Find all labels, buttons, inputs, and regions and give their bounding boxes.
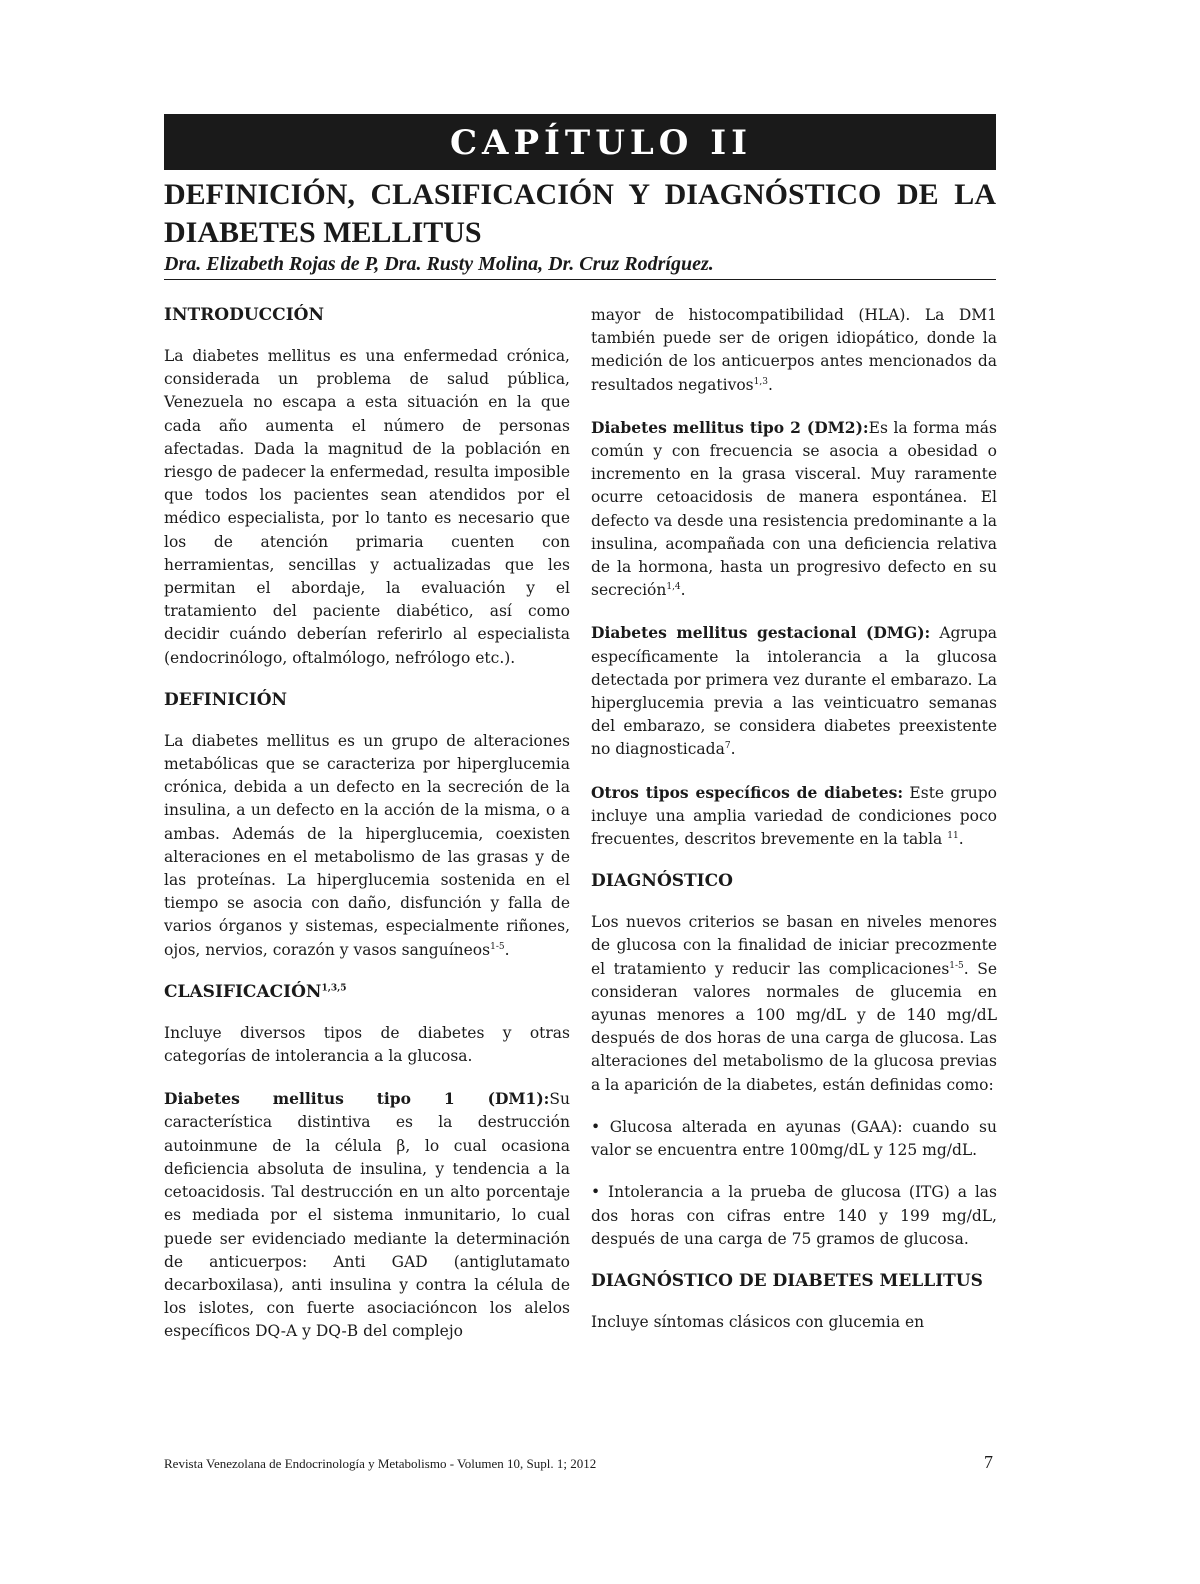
title-divider xyxy=(164,279,996,280)
right-column xyxy=(591,304,997,1334)
dm1-continuation-paragraph xyxy=(591,304,997,397)
diagnosis-heading: DIAGNÓSTICO xyxy=(591,871,733,892)
classification-heading-ref: 1,3,5 xyxy=(321,983,347,994)
page-number: 7 xyxy=(984,1452,993,1472)
other-types-text: Este grupo incluye una amplia variedad de condiciones poco frecuentes, descritos brevemente en la tabla xyxy=(591,783,998,849)
other-types-paragraph xyxy=(591,781,997,852)
dm1-ref: 1,3 xyxy=(753,376,768,387)
dm2-label: Diabetes mellitus tipo 2 (DM2): xyxy=(591,417,869,437)
dm1-end: . xyxy=(767,375,773,394)
chapter-banner xyxy=(164,114,996,170)
dm1-text: Su característica distintiva es la destrucción autoinmune de la célula β, lo cual ocasiona deficiencia absoluta de insulina, y tendencia a la cetoacidosis. Tal destrucción en un alto porcentaje es mediada por el sistema inmunitario, lo cual puede ser evidenciado mediante la determinación de anticuerpos: Anti GAD (antiglutamato decarboxilasa), anti insulina y contra la célula de los islotes, con fuerte asociacióncon los alelos específicos DQ-A y DQ-B del complejo xyxy=(164,1090,570,1341)
dmg-ref: 7 xyxy=(724,741,731,752)
classification-heading xyxy=(164,981,570,1004)
definition-ref: 1-5 xyxy=(490,941,505,952)
diagnosis-paragraph xyxy=(591,911,997,1097)
definition-heading: DEFINICIÓN xyxy=(164,689,288,710)
authors-line: Dra. Elizabeth Rojas de P, Dra. Rusty Molina, Dr. Cruz Rodríguez. xyxy=(164,253,714,275)
dm2-text: Es la forma más común y con frecuencia se asocia a obesidad o incremento en la grasa visceral. Muy raramente ocurre cetoacidosis de manera espontánea. El defecto va desde una resistencia predominante a la insulina, acompañada con una deficiencia relativa de la hormona, hasta un progresivo defecto en su secreción xyxy=(591,418,997,600)
dmg-end: . xyxy=(730,740,736,759)
gaa-bullet: • Glucosa alterada en ayunas (GAA): cuando su valor se encuentra entre 100mg/dL y 125 mg/dL. xyxy=(591,1117,997,1160)
left-column xyxy=(164,304,570,1344)
article-title: DEFINICIÓN, CLASIFICACIÓN Y DIAGNÓSTICO DE LA DIABETES MELLITUS xyxy=(164,178,996,249)
definition-text: La diabetes mellitus es un grupo de alteraciones metabólicas que se caracteriza por hiperglucemia crónica, debida a un defecto en la secreción de la insulina, a un defecto en la acción de la misma, o a ambas. Además de la hiperglucemia, coexisten alteraciones en el metabolismo de las grasas y de las proteínas. La hiperglucemia sostenida en el tiempo se asocia con daño, disfunción y falla de varios órganos y sistemas, especialmente riñones, ojos, nervios, corazón y vasos sanguíneos xyxy=(164,731,570,959)
diagnosis-ref: 1-5 xyxy=(949,960,964,971)
intro-heading: INTRODUCCIÓN xyxy=(164,305,325,325)
dmg-text: Agrupa específicamente la intolerancia a la glucosa detectada por primera vez durante el embarazo. La hiperglucemia previa a las veinticuatro semanas del embarazo, se considera diabetes preexistente no diagnosticada xyxy=(591,624,997,759)
chapter-title: CAPÍTULO II xyxy=(450,123,753,163)
dm2-ref: 1,4 xyxy=(666,582,681,593)
classification-intro: Incluye diversos tipos de diabetes y otras categorías de intolerancia a la glucosa. xyxy=(164,1023,570,1066)
diagnosis-dm-paragraph: Incluye síntomas clásicos con glucemia en xyxy=(591,1312,925,1331)
dm1-label: Diabetes mellitus tipo 1 (DM1): xyxy=(164,1089,550,1109)
dm1-paragraph xyxy=(164,1087,570,1343)
classification-heading-text: CLASIFICACIÓN xyxy=(164,981,322,1002)
definition-end: . xyxy=(504,940,510,959)
definition-paragraph xyxy=(164,730,570,962)
diagnosis-dm-heading: DIAGNÓSTICO DE DIABETES MELLITUS xyxy=(591,1270,983,1291)
other-types-end: . xyxy=(958,830,964,849)
diagnosis-text-b: . Se consideran valores normales de glucemia en ayunas menores a 100 mg/dL y de 140 mg/dL después de dos horas de una carga de glucosa. Las alteraciones del metabolismo de la glucosa previas a la aparición de la diabetes, están definidas como: xyxy=(591,959,997,1094)
itg-bullet: • Intolerancia a la prueba de glucosa (ITG) a las dos horas con cifras entre 140 y 199 mg/dL, después de una carga de 75 gramos de glucosa. xyxy=(591,1183,997,1248)
diagnosis-text-a: Los nuevos criterios se basan en niveles menores de glucosa con la finalidad de iniciar precozmente el tratamiento y reducir las complicaciones xyxy=(591,913,997,978)
other-types-ref: 11 xyxy=(947,830,959,841)
dm2-paragraph xyxy=(591,416,997,603)
dmg-paragraph xyxy=(591,621,997,761)
intro-paragraph: La diabetes mellitus es una enfermedad crónica, considerada un problema de salud pública, Venezuela no escapa a esta situación en la que cada año aumenta el número de personas afectadas. Dada la magnitud de la población en riesgo de padecer la enfermedad, resulta imposible que todos los pacientes sean atendidos por el médico especialista, por lo tanto es necesario que los de atención primaria cuenten con herramientas, sencillas y actualizadas que les permitan el abordaje, la evaluación y el tratamiento del paciente diabético, así como decidir cuándo deberían referirlo al especialista (endocrinólogo, oftalmólogo, nefrólogo etc.). xyxy=(164,347,570,667)
journal-footer: Revista Venezolana de Endocrinología y Metabolismo - Volumen 10, Supl. 1; 2012 xyxy=(164,1456,597,1471)
dm1-continuation: mayor de histocompatibilidad (HLA). La DM1 también puede ser de origen idiopático, donde la medición de los anticuerpos antes mencionados da resultados negativos xyxy=(591,306,997,394)
other-types-label: Otros tipos específicos de diabetes: xyxy=(591,782,904,802)
dm2-end: . xyxy=(680,581,686,600)
dmg-label: Diabetes mellitus gestacional (DMG): xyxy=(591,623,931,643)
